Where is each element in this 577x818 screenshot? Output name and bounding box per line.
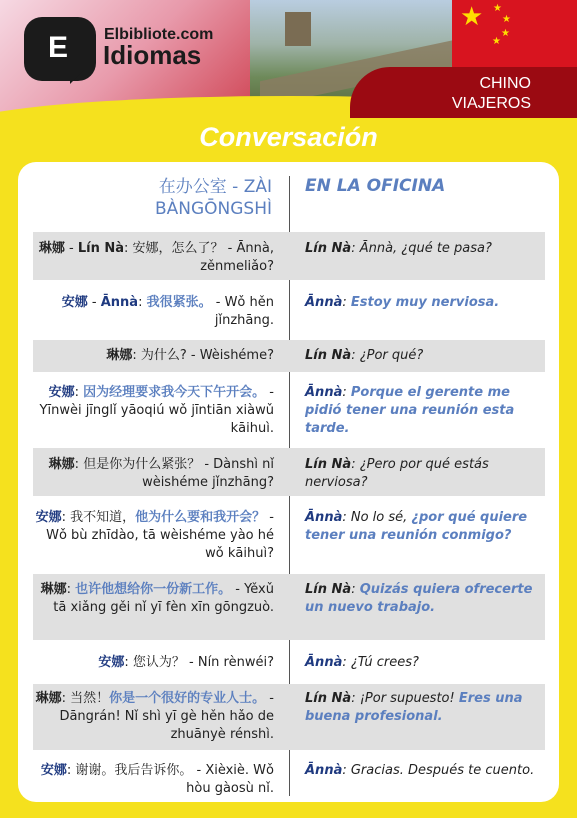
chinese-text: 因为经理要求我今天下午开会。 (83, 385, 266, 400)
category-line2: VIAJEROS (451, 95, 531, 112)
flag-small-star-icon: ★ (502, 14, 511, 25)
speaker-name: Lín Nà (305, 582, 352, 597)
pinyin-text: Xièxiè. Wǒ hòu gàosù nǐ. (186, 763, 274, 796)
speaker-name: 琳娜 (38, 241, 65, 256)
chinese-line: 琳娜: 为什么? - Wèishéme? (106, 348, 274, 363)
speaker-pinyin: Lín Nà (77, 241, 125, 256)
logo-site: Elbibliote.com (104, 26, 214, 43)
spanish-line: Ānnà: Estoy muy nerviosa. (305, 295, 500, 310)
chinese-line: 琳娜: 也许他想给你一份新工作。 - Yěxǔ tā xiǎng gěi nǐ yī fèn xīn gōngzuò. (40, 582, 274, 615)
chinese-text: 当然！ (70, 691, 110, 706)
speaker-name: Ānnà (305, 295, 343, 310)
speaker-name: 琳娜 (40, 582, 67, 597)
dialogue-row (33, 286, 545, 334)
chinese-text: 谢谢。我后告诉你。 (75, 763, 193, 778)
dialogue-row (33, 378, 545, 442)
spanish-text-highlight: Eres una buena profesional. (305, 691, 523, 724)
spanish-text: ¿Tú crees? (350, 655, 419, 670)
chinese-text: 但是你为什么紧张？ (83, 457, 201, 472)
pinyin-text: Yīnwèi jīnglǐ yāoqiú wǒ jīntiān xiàwǔ kāihuì. (39, 403, 274, 436)
category-label (452, 74, 531, 114)
speaker-name: 琳娜 (35, 691, 62, 706)
speaker-name: 安娜 (48, 385, 75, 400)
speaker-pinyin: Ānnà (100, 295, 139, 310)
spanish-text: Quizás quiera ofrecerte un nuevo trabajo. (305, 582, 533, 615)
spanish-text: ¿Pero por qué estás nerviosa? (305, 457, 489, 490)
pinyin-text: Dànshì nǐ wèishéme jǐnzhāng? (142, 457, 274, 490)
spanish-line: Lín Nà: ¿Por qué? (305, 348, 424, 363)
pinyin-text: Yěxǔ tā xiǎng gěi nǐ yī fèn xīn gōngzuò. (53, 582, 274, 615)
speaker-name: Ānnà (305, 510, 343, 525)
spanish-line: Ānnà: ¿Tú crees? (305, 655, 419, 670)
speaker-name: Lín Nà (305, 457, 352, 472)
spanish-line: Lín Nà: ¿Pero por qué estás nerviosa? (305, 457, 489, 490)
pinyin-text: Ānnà, zěnmeliǎo? (200, 241, 274, 274)
spanish-line: Ānnà: Gracias. Después te cuento. (305, 763, 535, 778)
spanish-line: Ānnà: No lo sé, ¿por qué quiere tener una reunión conmigo? (305, 510, 528, 543)
speaker-name: Lín Nà (305, 241, 352, 256)
chinese-line: 安娜: 您认为？ - Nín rènwéi? (98, 655, 274, 670)
watchtower-illustration (285, 12, 311, 46)
flag-small-star-icon: ★ (492, 36, 501, 47)
logo-name: Idiomas (103, 40, 202, 70)
speaker-name: 安娜 (98, 655, 125, 670)
chinese-text: 为什么? (140, 348, 187, 363)
speaker-name: 琳娜 (106, 348, 133, 363)
dialogue-row (33, 448, 545, 496)
pinyin-text: Wǒ hěn jǐnzhāng. (214, 295, 274, 328)
flag-big-star-icon: ★ (460, 2, 484, 32)
speaker-name: Lín Nà (305, 691, 352, 706)
spanish-line: Lín Nà: Quizás quiera ofrecerte un nuevo trabajo. (305, 582, 533, 615)
speaker-name: 安娜 (61, 295, 88, 310)
dialogue-row (33, 232, 545, 280)
chinese-line: 琳娜: 但是你为什么紧张？ - Dànshì nǐ wèishéme jǐnzhāng? (48, 457, 274, 490)
speaker-name: 安娜 (40, 763, 67, 778)
chinese-line: 琳娜 - Lín Nà: 安娜，怎么了？ - Ānnà, zěnmeliǎo? (38, 241, 274, 274)
category-line1: CHINO (479, 75, 531, 92)
spanish-text: ¡Por supuesto! (359, 691, 455, 706)
dialogue-row (33, 756, 545, 802)
spanish-line: Lín Nà: ¡Por supuesto! Eres una buena profesional. (305, 691, 523, 724)
logo-letter: E (47, 31, 68, 64)
chinese-text: 我很紧张。 (146, 295, 212, 310)
chinese-line: 安娜 - Ānnà: 我很紧张。 - Wǒ hěn jǐnzhāng. (61, 295, 274, 328)
spanish-text: Estoy muy nerviosa. (350, 295, 500, 310)
pinyin-text: Dāngrán! Nǐ shì yī gè hěn hǎo de zhuānyè rénshì. (59, 709, 274, 742)
dialogue-row (33, 502, 545, 568)
chinese-text-highlight: 他为什么要和我开会？ (135, 510, 266, 525)
chinese-text: 安娜，怎么了？ (132, 241, 224, 256)
speaker-name: Ānnà (305, 385, 343, 400)
dialogue-row (33, 340, 545, 372)
spanish-text: ¿Por qué? (359, 348, 424, 363)
flag-small-star-icon: ★ (493, 3, 502, 14)
chinese-text: 我不知道， (70, 510, 136, 525)
pinyin-text: Wǒ bù zhīdào, tā wèishéme yào hé wǒ kāihuì? (46, 528, 274, 561)
chinese-line: 琳娜: 当然！你是一个很好的专业人士。 - Dāngrán! Nǐ shì yī gè hěn hǎo de zhuānyè rénshì. (35, 691, 274, 742)
flag-small-star-icon: ★ (501, 28, 510, 39)
pinyin-text: Wèishéme? (199, 348, 274, 363)
spanish-text: No lo sé, (350, 510, 408, 525)
speaker-name: 琳娜 (48, 457, 75, 472)
spanish-line: Lín Nà: Ānnà, ¿qué te pasa? (305, 241, 492, 256)
chinese-line: 安娜: 我不知道，他为什么要和我开会？ - Wǒ bù zhīdào, tā wèishéme yào hé wǒ kāihuì? (35, 510, 274, 561)
logo-speech-tail (70, 70, 84, 84)
chinese-text-highlight: 你是一个很好的专业人士。 (109, 691, 266, 706)
speaker-name: Ānnà (305, 763, 343, 778)
dialogue-row (33, 684, 545, 750)
chinese-line: 安娜: 谢谢。我后告诉你。 - Xièxiè. Wǒ hòu gàosù nǐ. (40, 763, 274, 796)
speaker-name: 安娜 (35, 510, 62, 525)
dialogue-row (33, 574, 545, 640)
speaker-name: Lín Nà (305, 348, 352, 363)
spanish-line: Ānnà: Porque el gerente me pidió tener una reunión esta tarde. (305, 385, 515, 436)
spanish-text: Ānnà, ¿qué te pasa? (359, 241, 492, 256)
spanish-text: Porque el gerente me pidió tener una reunión esta tarde. (305, 385, 515, 436)
spanish-text-highlight: ¿por qué quiere tener una reunión conmigo? (305, 510, 528, 543)
page-title: Conversación (199, 122, 378, 152)
dialogue-row (33, 646, 545, 680)
pinyin-text: Nín rènwéi? (197, 655, 274, 670)
header-banner (0, 0, 577, 118)
speaker-name: Ānnà (305, 655, 343, 670)
chinese-line: 安娜: 因为经理要求我今天下午开会。 - Yīnwèi jīnglǐ yāoqiú wǒ jīntiān xiàwǔ kāihuì. (39, 385, 274, 436)
chinese-text: 您认为？ (132, 655, 185, 670)
chinese-text: 也许他想给你一份新工作。 (75, 582, 232, 597)
heading-chinese: 在办公室 - ZÀI BÀNGŌNGSHÌ (154, 177, 272, 219)
heading-spanish: EN LA OFICINA (305, 176, 446, 196)
spanish-text: Gracias. Después te cuento. (350, 763, 535, 778)
